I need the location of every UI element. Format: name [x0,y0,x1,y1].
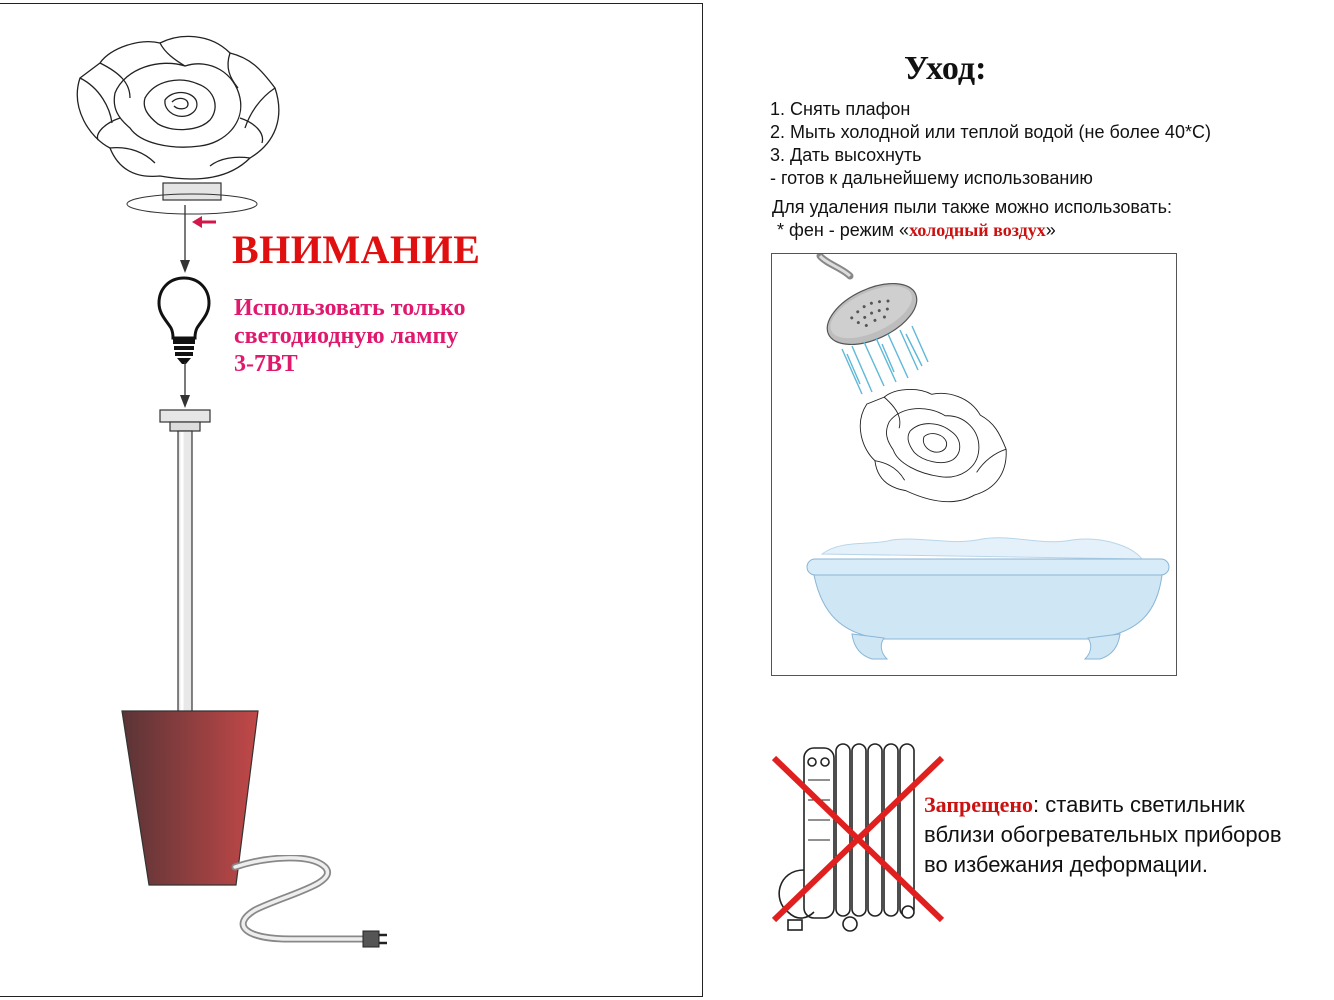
plug-icon [225,855,395,955]
care-step: 1. Снять плафон [770,99,911,119]
bathtub-icon [807,538,1169,659]
care-steps [770,98,1211,190]
forbidden-line [924,790,1282,820]
dryer-prefix: * фен - режим « [772,220,910,240]
shower-icon [772,254,1176,675]
warning-line: светодиодную лампу [234,323,459,349]
warning-title: ВНИМАНИЕ [232,227,481,272]
dryer-mode: холодный воздух [909,220,1046,240]
forbidden-line: во избежания деформации. [924,852,1208,877]
forbidden-note [924,790,1282,880]
pole-icon [155,408,215,718]
arrow-icon [175,362,195,410]
care-step: 3. Дать высохнуть [770,145,922,165]
warning-line: 3-7ВТ [234,351,298,377]
arrow-icon [175,205,195,275]
warning-text [234,294,466,378]
forbidden-sep: : [1033,792,1046,817]
forbidden-text: ставить светильник [1045,792,1245,817]
cross-icon [768,752,948,927]
dryer-line [772,219,1172,242]
forbidden-word: Запрещено [924,792,1034,817]
washing-illustration [771,253,1177,676]
dust-note [772,196,1172,242]
care-title: Уход: [904,50,987,87]
bulb-icon [155,274,213,366]
warning-line: Использовать только [234,295,466,321]
dust-line: Для удаления пыли также можно использовать: [772,197,1172,217]
care-step: - готов к дальнейшему использованию [770,168,1093,188]
dryer-suffix: » [1045,220,1056,240]
forbidden-line: вблизи обогревательных приборов [924,822,1282,847]
care-step: 2. Мыть холодной или теплой водой (не более 40*С) [770,122,1211,142]
rose-shade-icon [60,28,310,228]
